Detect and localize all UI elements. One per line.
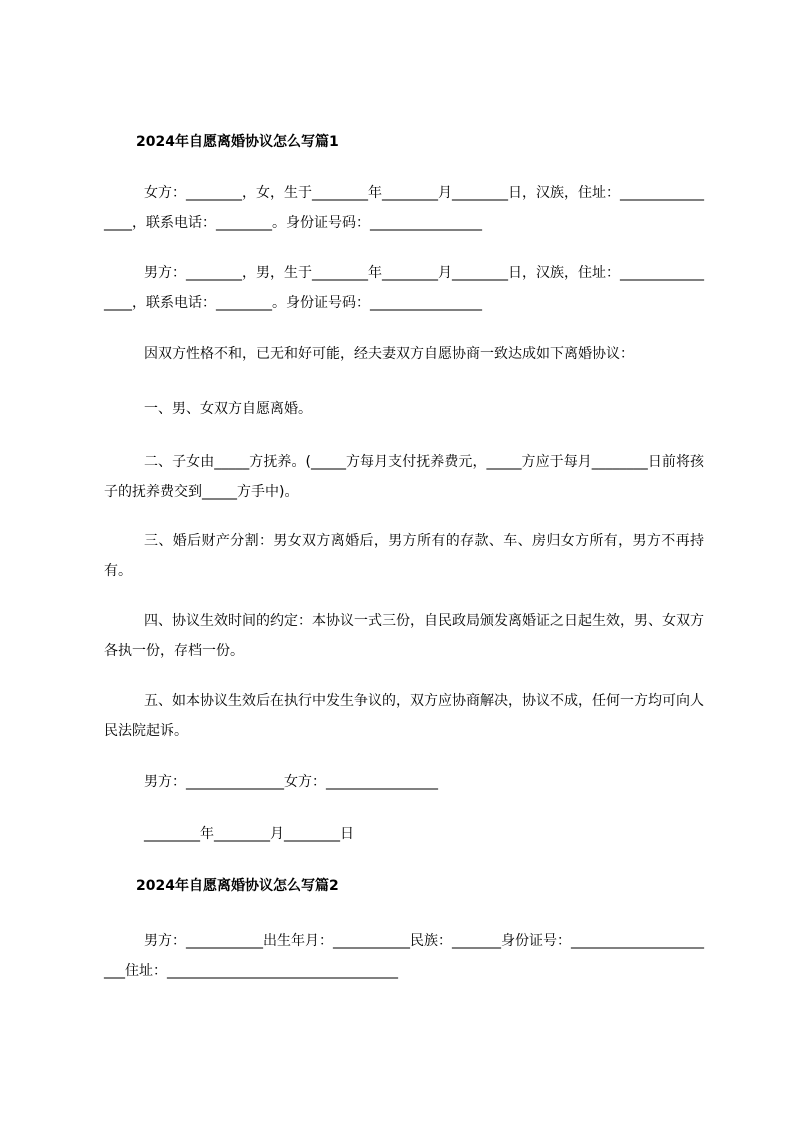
clause-5: 五、如本协议生效后在执行中发生争议的，双方应协商解决，协议不成，任何一方均可向人民法院起诉。 (104, 693, 704, 739)
male-party-info: 男方：________，男，生于________年________月________日，汉族，住址：________________，联系电话：________。身份证号码：________________ (104, 265, 704, 311)
clause-3: 三、婚后财产分割：男女双方离婚后，男方所有的存款、车、房归女方所有，男方不再持有。 (104, 533, 704, 579)
agreement-intro: 因双方性格不和，已无和好可能，经夫妻双方自愿协商一致达成如下离婚协议： (144, 346, 634, 362)
date-line: ________年________月________日 (144, 826, 354, 842)
clause-4: 四、协议生效时间的约定：本协议一式三份，自民政局颁发离婚证之日起生效，男、女双方各执一份，存档一份。 (104, 613, 704, 659)
clause-1: 一、男、女双方自愿离婚。 (144, 401, 312, 417)
section2-heading: 2024年自愿离婚协议怎么写篇2 (136, 878, 339, 894)
female-party-info: 女方：________，女，生于________年________月________日，汉族，住址：________________，联系电话：________。身份证号码：________________ (104, 185, 704, 231)
section2-male-party-info: 男方：___________出生年月：___________民族：_______身份证号：______________________住址：_________________________________ (104, 933, 704, 979)
clause-2: 二、子女由_____方抚养。(_____方每月支付抚养费元，_____方应于每月________日前将孩子的抚养费交到_____方手中)。 (104, 454, 704, 500)
section1-heading: 2024年自愿离婚协议怎么写篇1 (136, 134, 339, 150)
signature-line: 男方：______________女方：________________ (144, 774, 438, 790)
